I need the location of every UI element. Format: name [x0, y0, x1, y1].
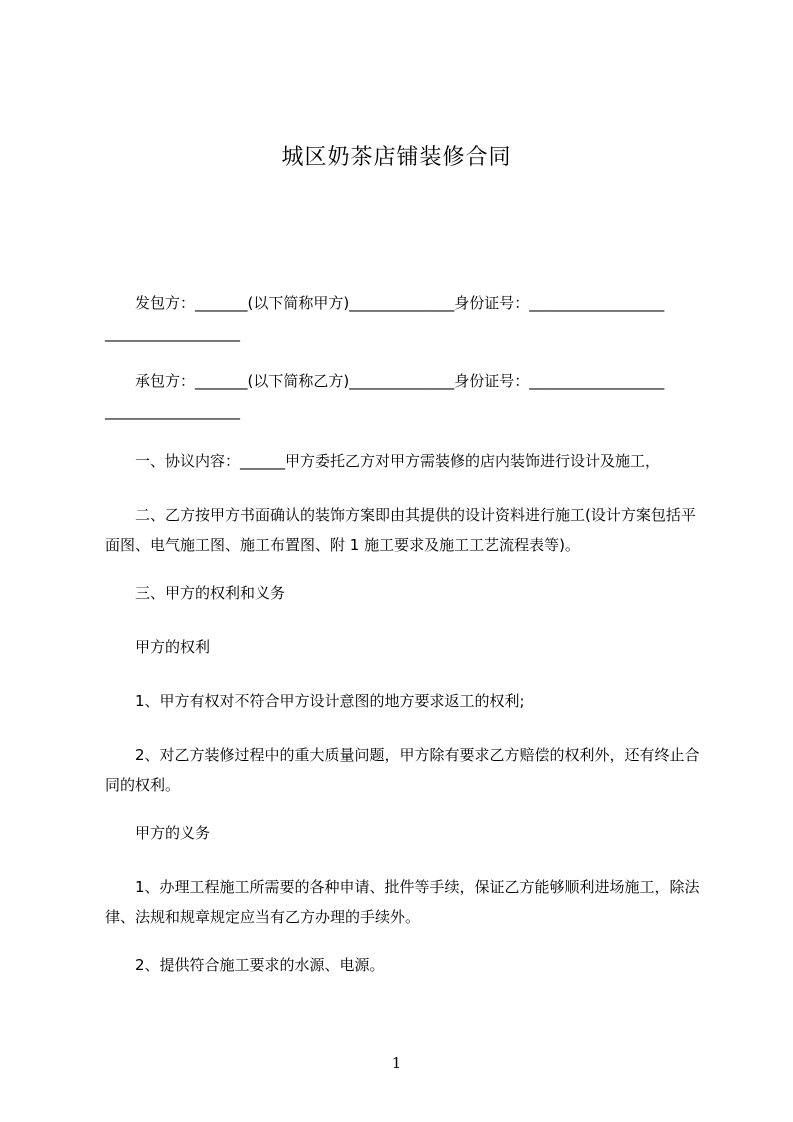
- paragraph-agreement-content: 一、协议内容：______甲方委托乙方对甲方需装修的店内装饰进行设计及施工，: [105, 452, 661, 470]
- paragraph-employer: 发包方：_______(以下简称甲方)______________身份证号：__________________ __________________: [105, 294, 665, 342]
- paragraph-obligation-2: 2、提供符合施工要求的水源、电源。: [105, 956, 385, 974]
- subheading-party-a-rights: 甲方的权利: [105, 638, 211, 656]
- section-heading-rights-obligations: 三、甲方的权利和义务: [105, 584, 286, 602]
- paragraph-obligation-1: 1、办理工程施工所需要的各种申请、批件等手续，保证乙方能够顺利进场施工，除法律、法规和规章规定应当有乙方办理的手续外。: [105, 878, 700, 926]
- page-number: 1: [391, 1054, 402, 1072]
- paragraph-contractor: 承包方：_______(以下简称乙方)______________身份证号：__________________ __________________: [105, 372, 665, 420]
- paragraph-construction-basis: 二、乙方按甲方书面确认的装饰方案即由其提供的设计资料进行施工(设计方案包括平面图、电气施工图、施工布置图、附 1 施工要求及施工工艺流程表等)。: [105, 506, 696, 554]
- document-title: 城区奶茶店铺装修合同: [281, 145, 512, 170]
- paragraph-right-1: 1、甲方有权对不符合甲方设计意图的地方要求返工的权利;: [105, 692, 525, 710]
- subheading-party-a-obligations: 甲方的义务: [105, 824, 211, 842]
- paragraph-right-2: 2、对乙方装修过程中的重大质量问题，甲方除有要求乙方赔偿的权利外，还有终止合同的权利。: [105, 746, 700, 794]
